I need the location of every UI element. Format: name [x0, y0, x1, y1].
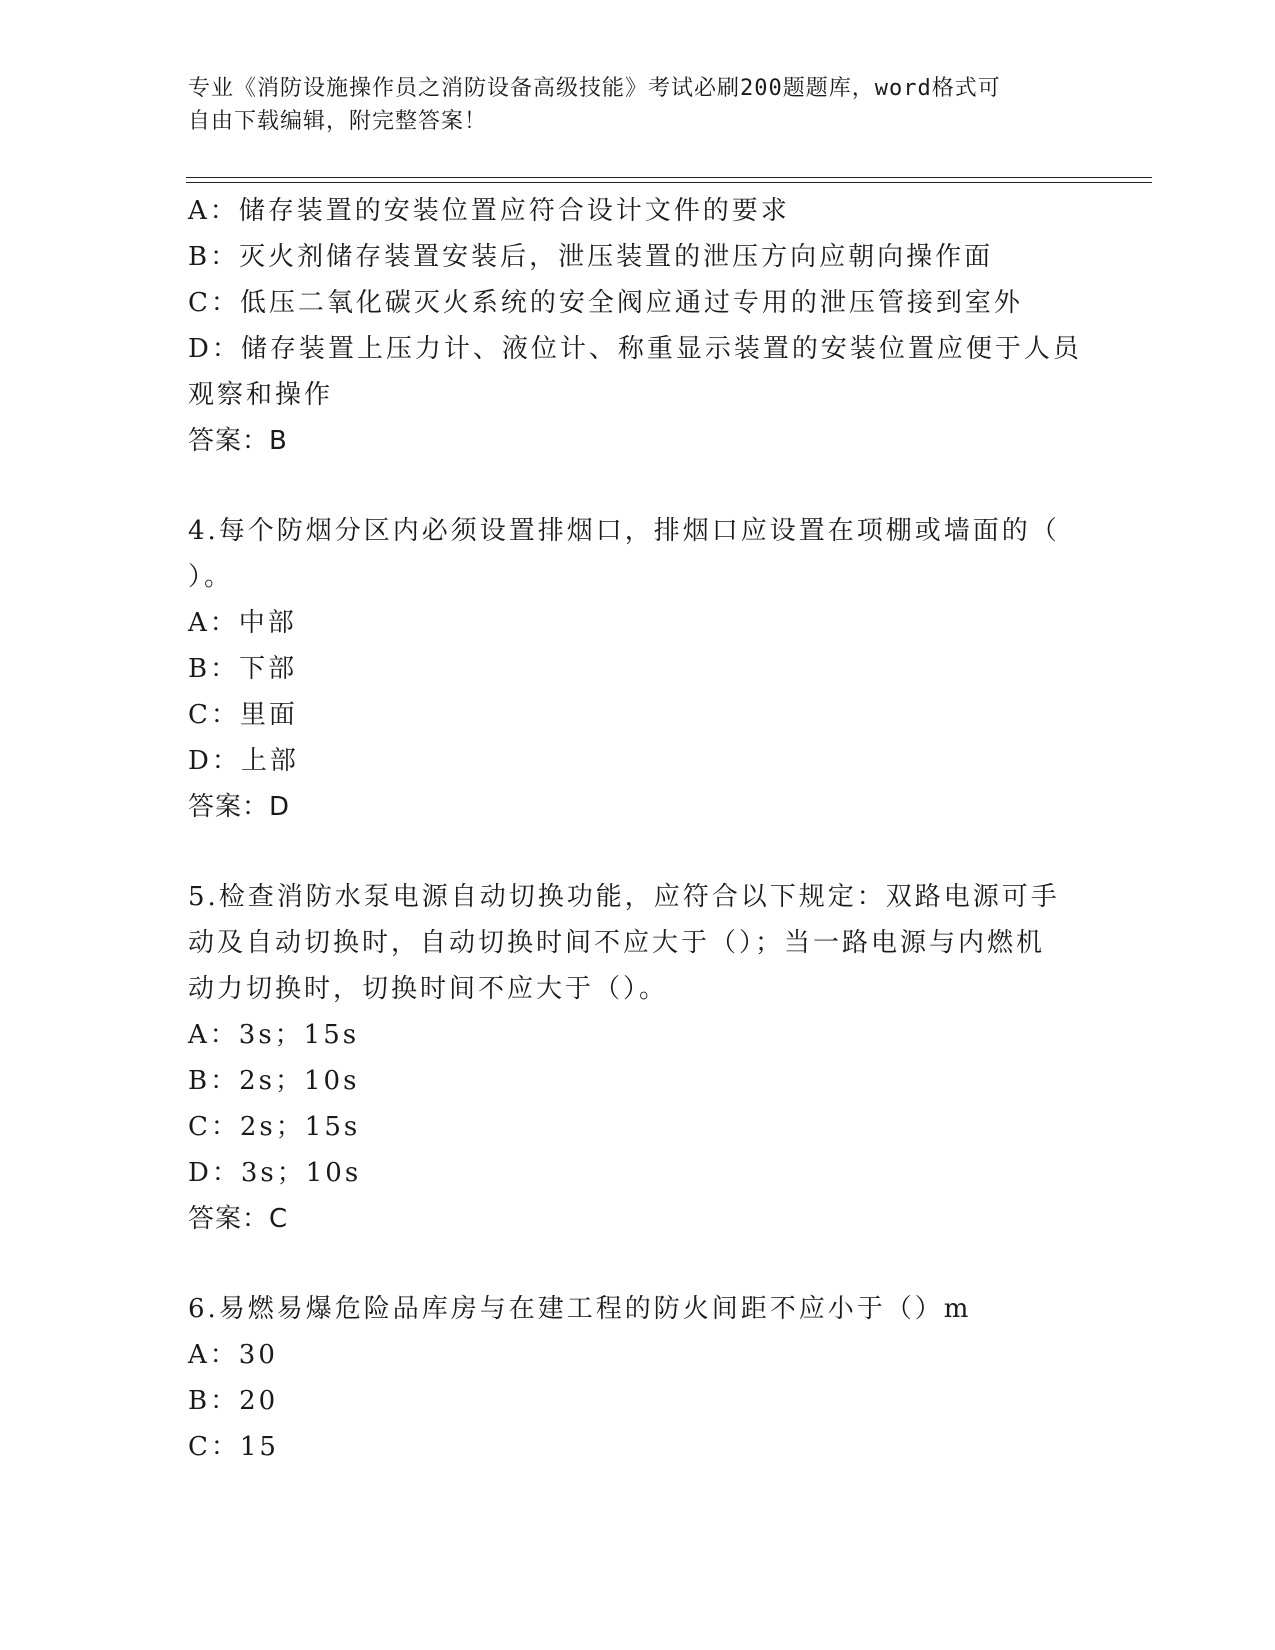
option-a: A：3s；15s: [188, 1020, 360, 1050]
question-text-continued: 动力切换时，切换时间不应大于（）。: [188, 974, 669, 1004]
option-d: D：储存装置上压力计、液位计、称重显示装置的安装位置应便于人员: [188, 334, 1082, 364]
spacer: [188, 1242, 1088, 1286]
option-a: A：中部: [188, 608, 297, 638]
option-d-continued: 观察和操作: [188, 380, 334, 410]
option-c: C：里面: [188, 700, 298, 730]
option-a: A：储存装置的安装位置应符合设计文件的要求: [188, 196, 790, 226]
option-a: A：30: [188, 1340, 278, 1370]
document-header: [188, 72, 1068, 138]
header-divider-top: [186, 177, 1152, 178]
header-line-1: 专业《消防设施操作员之消防设备高级技能》考试必刷200题题库，word格式可: [188, 76, 1001, 101]
question-text: 4.每个防烟分区内必须设置排烟口，排烟口应设置在项棚或墙面的（: [188, 516, 1060, 546]
option-c: C：低压二氧化碳灭火系统的安全阀应通过专用的泄压管接到室外: [188, 288, 1023, 318]
question-3: [188, 188, 1088, 464]
answer: 答案：B: [188, 426, 288, 456]
answer: 答案：D: [188, 792, 291, 822]
option-c: C：15: [188, 1432, 279, 1462]
question-text-continued: ）。: [188, 562, 234, 592]
spacer: [188, 464, 1088, 508]
header-divider-bottom: [186, 182, 1152, 183]
option-d: D：上部: [188, 746, 299, 776]
question-text: 5.检查消防水泵电源自动切换功能，应符合以下规定：双路电源可手: [188, 882, 1060, 912]
question-text: 6.易燃易爆危险品库房与在建工程的防火间距不应小于（）m: [188, 1294, 972, 1324]
answer: 答案：C: [188, 1204, 289, 1234]
question-5: [188, 874, 1088, 1242]
option-b: B：下部: [188, 654, 298, 684]
option-b: B：20: [188, 1386, 279, 1416]
option-b: B：灭火剂储存装置安装后，泄压装置的泄压方向应朝向操作面: [188, 242, 994, 272]
option-c: C：2s；15s: [188, 1112, 361, 1142]
option-b: B：2s；10s: [188, 1066, 360, 1096]
question-text-continued: 动及自动切换时，自动切换时间不应大于（）；当一路电源与内燃机: [188, 928, 1046, 958]
question-list: [188, 188, 1088, 1470]
spacer: [188, 830, 1088, 874]
question-4: [188, 508, 1088, 830]
option-d: D：3s；10s: [188, 1158, 362, 1188]
question-6: [188, 1286, 1088, 1470]
header-line-2: 自由下载编辑，附完整答案！: [188, 109, 488, 134]
